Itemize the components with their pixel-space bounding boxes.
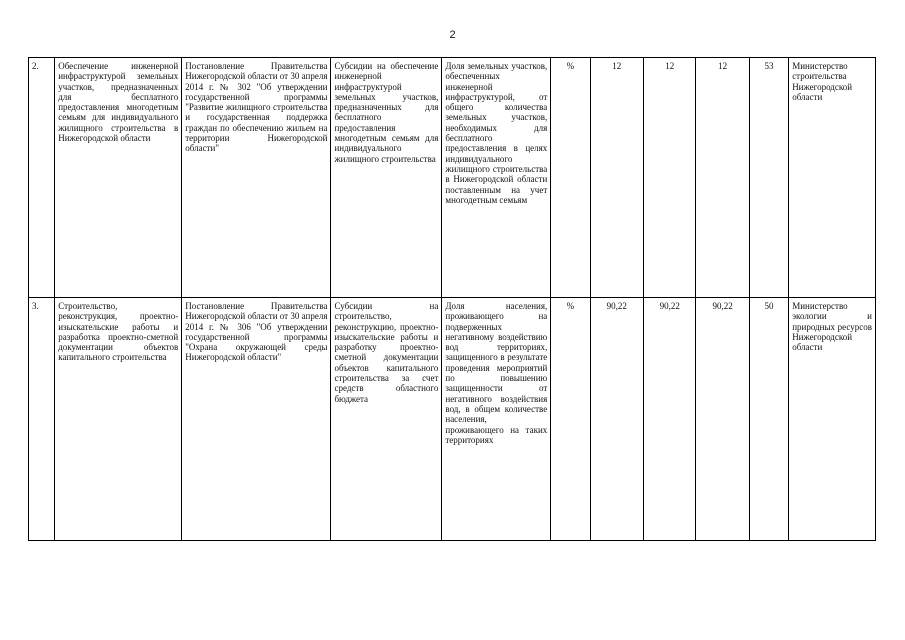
- unit-cell: %: [551, 298, 590, 541]
- indicator-cell: Доля населения, проживающего на подверженных негативному воздействию вод территориях, защищенного в результате проведения мероприятий по повышению защищенности от негативного воздействия вод, в общем количестве населения, проживающего на таких территориях: [442, 298, 551, 541]
- task-cell: Обеспечение инженерной инфраструктурой земельных участков, предназначенных для бесплатного предоставления многодетным семьям для индивидуального жилищного строительства в Нижегородской области: [55, 58, 182, 298]
- unit-cell: %: [551, 58, 590, 298]
- legal-basis-cell: Постановление Правительства Нижегородской области от 30 апреля 2014 г. № 306 "Об утверждении государственной программы "Охрана окружающей среды Нижегородской области": [182, 298, 331, 541]
- subsidy-table: [28, 57, 876, 541]
- page-number: 2: [449, 29, 456, 41]
- value-cell-2: 90,22: [644, 298, 696, 541]
- value-cell-3: 12: [696, 58, 749, 298]
- subsidy-cell: Субсидии на обеспечение инженерной инфраструктурой земельных участков, предназначенных для бесплатного предоставления многодетным семьям для индивидуального жилищного строительства: [331, 58, 442, 298]
- row-number-cell: 2.: [29, 58, 55, 298]
- task-cell: Строительство, реконструкция, проектно-изыскательские работы и разработка проектно-сметной документации объектов капитального строительства: [55, 298, 182, 541]
- value-cell-4: 53: [749, 58, 788, 298]
- ministry-cell: Министерство строительства Нижегородской области: [789, 58, 876, 298]
- value-cell-1: 90,22: [590, 298, 643, 541]
- value-cell-3: 90,22: [696, 298, 749, 541]
- value-cell-4: 50: [749, 298, 788, 541]
- legal-basis-cell: Постановление Правительства Нижегородской области от 30 апреля 2014 г. № 302 "Об утверждении государственной программы "Развитие жилищного строительства и государственная поддержка граждан по обеспечению жильем на территории Нижегородской области": [182, 58, 331, 298]
- table-row: [29, 298, 876, 541]
- value-cell-2: 12: [644, 58, 696, 298]
- value-cell-1: 12: [590, 58, 643, 298]
- table-row: [29, 58, 876, 298]
- subsidy-cell: Субсидии на строительство, реконструкцию, проектно-изыскательские работы и разработку проектно-сметной документации объектов капитального строительства за счет средств областного бюджета: [331, 298, 442, 541]
- row-number-cell: 3.: [29, 298, 55, 541]
- ministry-cell: Министерство экологии и природных ресурсов Нижегородской области: [789, 298, 876, 541]
- indicator-cell: Доля земельных участков, обеспеченных инженерной инфраструктурой, от общего количества земельных участков, необходимых для бесплатного предоставления в целях индивидуального жилищного строительства в Нижегородской области поставленным на учет многодетным семьям: [442, 58, 551, 298]
